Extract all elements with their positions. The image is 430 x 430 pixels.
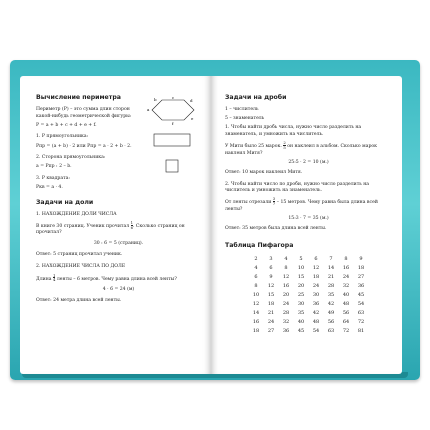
table-cell: 35 [297,309,305,316]
table-cell: 16 [252,318,260,325]
perimeter-intro: Периметр (Р) – это сумма длин сторон какой-нибудь геометрической фигуры: [36,106,132,119]
task2-answer: Ответ: 24 метра длина всей ленты. [36,297,122,303]
table-cell: 28 [327,282,335,289]
hex-label-f: f [172,121,174,126]
table-cell: 72 [357,318,365,325]
table-cell: 35 [327,291,335,298]
example-1: У Мити было 25 марок. $\frac{2}{5}$ он наклеил в альбом. Сколько марок наклеил Митя? [225,140,378,156]
table-cell: 24 [312,282,320,289]
table-cell: 6 [254,273,258,280]
table-cell: 10 [252,291,260,298]
table-row [249,318,369,327]
table-cell: 21 [327,273,335,280]
table-cell: 30 [312,291,320,298]
task2-fraction: $\frac{1}{4}$ [52,272,56,283]
parts-title: Задачи на доли [36,198,94,206]
table-cell: 63 [357,309,365,316]
table-cell: 12 [267,282,275,289]
left-page [20,76,211,374]
table-cell: 36 [282,327,290,334]
example-2: От ленты отрезали $\frac{3}{7}$ – 15 метров. Чему равна была длина всей ленты? [225,196,378,212]
pythagoras-table [249,255,369,336]
pythagoras-title: Таблица Пифагора [225,241,294,249]
table-cell: 18 [312,273,320,280]
table-cell: 8 [284,264,288,271]
table-cell: 12 [252,300,260,307]
hex-label-d: d [190,98,193,103]
table-cell: 24 [282,300,290,307]
table-cell: 3 [269,255,273,262]
table-cell: 18 [357,264,365,271]
table-cell: 15 [297,273,305,280]
table-cell: 7 [329,255,333,262]
table-cell: 18 [252,327,260,334]
table-cell: 40 [342,291,350,298]
table-cell: 72 [342,327,350,334]
square-formula: Pкв = a · 4. [36,185,63,191]
answer-2: Ответ: 35 метров была длина всей ленты. [225,226,327,232]
table-cell: 8 [254,282,258,289]
square-label: 3. P квадрата: [36,176,70,182]
table-cell: 21 [267,309,275,316]
table-cell: 36 [357,282,365,289]
side-label: 2. Сторона прямоугольника: [36,155,106,161]
table-cell: 42 [312,309,320,316]
table-cell: 64 [342,318,350,325]
rect-formula: Pпр = (a + b) · 2 или Pпр = a · 2 + b · 2. [36,143,132,149]
table-cell: 54 [357,300,365,307]
numerator-def: 1 – числитель [225,106,259,112]
table-cell: 40 [297,318,305,325]
task1-title: 1. НАХОЖДЕНИЕ ДОЛИ ЧИСЛА [36,211,117,217]
rect-label: 1. P прямоугольника: [36,134,89,140]
task1-calc: 30 : 6 = 5 (страниц). [93,241,144,247]
table-cell: 6 [314,255,318,262]
table-row [249,327,369,336]
task2-title: 2. НАХОЖДЕНИЕ ЧИСЛА ПО ДОЛЕ [36,264,126,270]
rule-1: 1. Чтобы найти дробь числа, нужно число разделить на знаменатель, и умножить на числитель. [225,125,362,137]
table-row [249,255,369,264]
table-cell: 20 [297,282,305,289]
table-cell: 56 [342,309,350,316]
table-cell: 32 [282,318,290,325]
table-row [249,264,369,273]
table-cell: 24 [267,318,275,325]
rectangle-shape [154,134,190,146]
answer-1: Ответ: 10 марок наклеил Митя. [225,169,303,175]
table-cell: 48 [312,318,320,325]
hexagon-shape [152,100,194,120]
table-cell: 24 [342,273,350,280]
table-cell: 6 [269,264,273,271]
rule-2: 2. Чтобы найти число по дроби, нужно число разделить на числитель и умножить на знаменатель. [225,181,370,194]
hex-label-e: e [191,116,194,121]
table-cell: 15 [267,291,275,298]
square-shape [166,160,178,172]
table-row [249,273,369,282]
table-cell: 28 [282,309,290,316]
table-cell: 16 [282,282,290,289]
table-cell: 16 [342,264,350,271]
task2-calc: 4 · 6 = 24 (м) [102,287,135,293]
hex-label-b: b [154,97,157,102]
table-cell: 27 [357,273,365,280]
table-row [249,282,369,291]
side-formula: a = Pпр : 2 – b. [36,164,72,170]
table-cell: 54 [312,327,320,334]
table-cell: 14 [327,264,335,271]
table-cell: 12 [282,273,290,280]
perimeter-title: Вычисление периметра [36,94,121,101]
table-cell: 18 [267,300,275,307]
table-cell: 49 [327,309,335,316]
hex-label-a: a [147,107,150,112]
calc-2: 15:3 · 7 = 35 (м.) [288,216,329,222]
table-cell: 5 [299,255,303,262]
table-cell: 25 [297,291,305,298]
table-cell: 4 [284,255,288,262]
table-cell: 32 [342,282,350,289]
table-row [249,300,369,309]
table-row [249,309,369,318]
table-cell: 10 [297,264,305,271]
table-row [249,291,369,300]
table-cell: 56 [327,318,335,325]
calc-1: 25:5 · 2 = 10 (м.) [288,160,329,166]
table-cell: 2 [254,255,258,262]
table-cell: 81 [357,327,365,334]
table-cell: 14 [252,309,260,316]
hex-label-c: c [172,96,175,100]
table-cell: 12 [312,264,320,271]
denominator-def: 5 – знаменатель [225,116,265,122]
table-cell: 4 [254,264,258,271]
geometry-shapes [144,96,199,176]
table-cell: 45 [297,327,305,334]
right-page [211,76,402,374]
table-cell: 48 [342,300,350,307]
table-cell: 42 [327,300,335,307]
table-cell: 45 [357,291,365,298]
perimeter-formula: P = a + b + c + d + e + f. [36,122,97,128]
table-cell: 27 [267,327,275,334]
task2-text: Длина $\frac{1}{4}$ ленты – 6 метров. Чему равна длина всей ленты? [36,272,177,283]
table-cell: 9 [359,255,363,262]
fractions-title: Задачи на дроби [225,94,287,101]
table-cell: 20 [282,291,290,298]
task1-fraction: $\frac{1}{6}$ [130,220,133,230]
task1-text: В книге 30 страниц. Ученик прочитал $\frac{1}{6}$ . Сколько страниц он прочитал? [36,220,185,236]
example1-fraction: $\frac{2}{5}$ [283,140,286,150]
table-cell: 63 [327,327,335,334]
example2-fraction: $\frac{3}{7}$ [272,196,276,207]
table-cell: 30 [297,300,305,307]
table-cell: 36 [312,300,320,307]
table-cell: 9 [269,273,273,280]
task1-answer: Ответ: 5 страниц прочитал ученик. [36,251,123,257]
table-cell: 8 [344,255,348,262]
